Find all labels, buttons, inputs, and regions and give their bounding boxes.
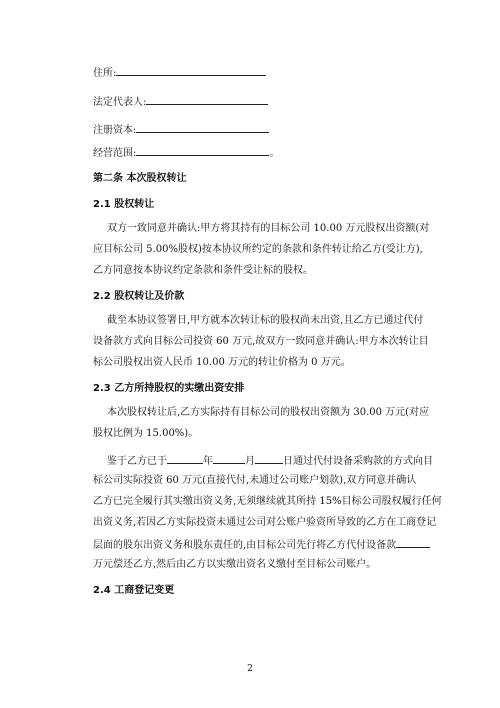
- text-segment: 层面的股东出资义务和股东责任的,由目标公司先行将乙方代付设备款: [93, 540, 397, 551]
- paragraph-line: 设备款方式向目标公司投资 60 万元,故双方一致同意并确认:甲方本次转让目: [93, 336, 429, 347]
- paragraph-line: 标公司实际投资 60 万元(直接代付,未通过公司账户划款),双方同意并确认: [93, 475, 417, 486]
- text-segment: 鉴于乙方已于: [107, 456, 167, 467]
- fill-line: [146, 94, 268, 105]
- text-segment: 月: [245, 456, 255, 467]
- paragraph-line: 乙方同意按本协议约定条款和条件受让标的股权。: [93, 265, 313, 276]
- paragraph-line: 截至本协议签署日,甲方就本次转让标的股权尚未出资,且乙方已通过代付: [107, 315, 424, 326]
- field-legal-representative: [93, 94, 268, 110]
- paragraph-line: 双方一致同意并确认:甲方将其持有的目标公司 10.00 万元股权出资额(对: [107, 223, 430, 234]
- paragraph-line: 乙方已完全履行其实缴出资义务,无须继续就其所持 15%目标公司股权履行任何: [93, 496, 442, 507]
- field-label: 注册资本:: [93, 125, 137, 136]
- field-label: 住所:: [93, 68, 117, 79]
- text-segment: 年: [203, 456, 213, 467]
- paragraph-line: 出资义务,若因乙方实际投资未通过公司对公账户验资所导致的乙方在工商登记: [93, 517, 437, 528]
- section-2-3-heading: 2.3 乙方所持股权的实缴出资安排: [93, 383, 245, 394]
- field-business-scope: [93, 145, 279, 161]
- blank-year: [167, 453, 203, 464]
- field-label: 法定代表人:: [93, 97, 147, 108]
- blank-day: [255, 453, 283, 464]
- blank-month: [213, 453, 245, 464]
- article-heading: 第二条 本次股权转让: [93, 173, 187, 184]
- field-registered-capital: [93, 122, 269, 138]
- section-2-2-heading: 2.2 股权转让及价款: [93, 291, 185, 302]
- paragraph-line: 万元偿还乙方,然后由乙方以实缴出资名义缴付至目标公司账户。: [93, 559, 377, 570]
- fill-line: [136, 122, 269, 133]
- section-2-1-heading: 2.1 股权转让: [93, 199, 155, 210]
- fill-line: [136, 145, 269, 156]
- blank-amount: [396, 537, 430, 548]
- page-number: 2: [247, 664, 253, 674]
- field-label: 经营范围:: [93, 148, 137, 159]
- section-2-4-heading: 2.4 工商登记变更: [93, 585, 175, 596]
- fill-line: [116, 65, 266, 76]
- paragraph-line-with-blanks: [107, 453, 433, 469]
- field-address: [93, 65, 266, 81]
- text-segment: 日通过代付设备采购款的方式向目: [283, 456, 433, 467]
- paragraph-line: 应目标公司 5.00%股权)按本协议所约定的条款和条件转让给乙方(受让方),: [93, 244, 423, 255]
- field-suffix: 。: [269, 148, 280, 159]
- paragraph-line: 本次股权转让后,乙方实际持有目标公司的股权出资额为 30.00 万元(对应: [107, 407, 430, 418]
- paragraph-line-with-blank: [93, 537, 430, 553]
- paragraph-line: 股权比例为 15.00%)。: [93, 428, 199, 439]
- paragraph-line: 标公司股权出资人民币 10.00 万元的转让价格为 0 万元。: [93, 357, 351, 368]
